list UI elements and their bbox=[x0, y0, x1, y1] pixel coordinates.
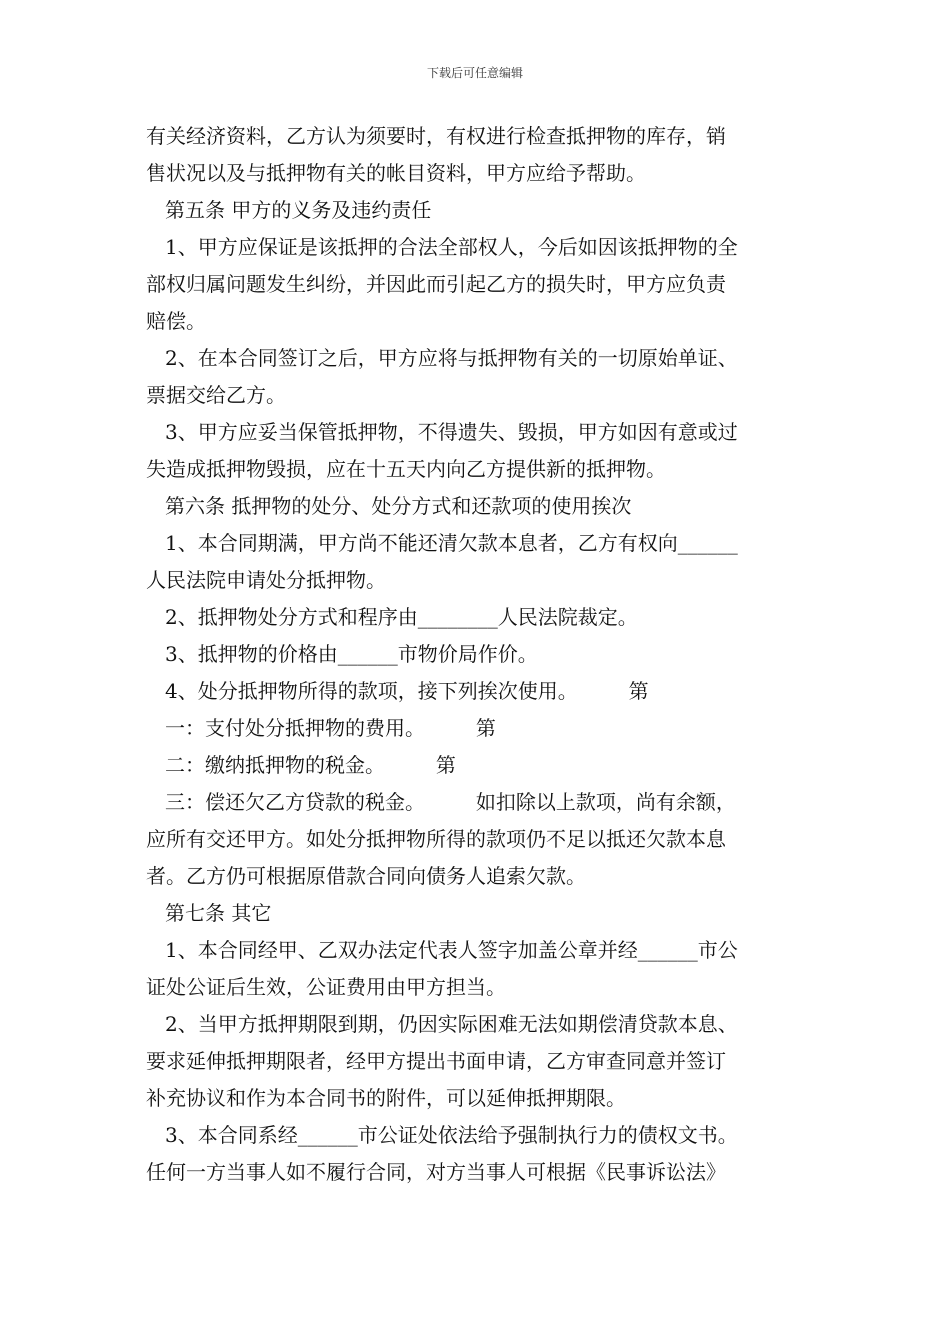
text-line: 有关经济资料，乙方认为须要时，有权进行检查抵押物的库存，销 bbox=[146, 124, 726, 148]
text-line: 任何一方当事人如不履行合同，对方当事人可根据《民事诉讼法》 bbox=[146, 1160, 726, 1184]
text-line: 二：缴纳抵押物的税金。 第 bbox=[165, 753, 456, 777]
text-line: 3、本合同系经______市公证处依法给予强制执行力的债权文书。 bbox=[165, 1123, 738, 1147]
text-line: 2、在本合同签订之后，甲方应将与抵押物有关的一切原始单证、 bbox=[165, 346, 738, 370]
text-line: 人民法院申请处分抵押物。 bbox=[146, 568, 386, 592]
text-line: 补充协议和作为本合同书的附件，可以延伸抵押期限。 bbox=[146, 1086, 626, 1110]
text-line: 赔偿。 bbox=[146, 309, 206, 333]
text-line: 1、甲方应保证是该抵押的合法全部权人，今后如因该抵押物的全 bbox=[165, 235, 738, 259]
text-line: 部权归属问题发生纠纷，并因此而引起乙方的损失时，甲方应负责 bbox=[146, 272, 726, 296]
text-line: 2、抵押物处分方式和程序由________人民法院裁定。 bbox=[165, 605, 638, 629]
text-line: 失造成抵押物毁损，应在十五天内向乙方提供新的抵押物。 bbox=[146, 457, 666, 481]
text-line: 者。乙方仍可根据原借款合同向债务人追索欠款。 bbox=[146, 864, 586, 888]
text-line: 4、处分抵押物所得的款项，接下列挨次使用。 第 bbox=[165, 679, 649, 703]
text-line: 票据交给乙方。 bbox=[146, 383, 286, 407]
text-line: 证处公证后生效，公证费用由甲方担当。 bbox=[146, 975, 506, 999]
text-line: 1、本合同期满，甲方尚不能还清欠款本息者，乙方有权向______ bbox=[165, 531, 738, 555]
text-line: 2、当甲方抵押期限到期，仍因实际困难无法如期偿清贷款本息、 bbox=[165, 1012, 738, 1036]
page-header-note: 下载后可任意编辑 bbox=[426, 66, 523, 80]
text-line: 三：偿还欠乙方贷款的税金。 如扣除以上款项，尚有余额， bbox=[165, 790, 736, 814]
text-line: 1、本合同经甲、乙双办法定代表人签字加盖公章并经______市公 bbox=[165, 938, 738, 962]
text-line: 第六条 抵押物的处分、处分方式和还款项的使用挨次 bbox=[165, 494, 632, 518]
document-body bbox=[146, 118, 816, 1191]
text-line: 要求延伸抵押期限者，经甲方提出书面申请，乙方审查同意并签订 bbox=[146, 1049, 726, 1073]
text-line: 3、抵押物的价格由______市物价局作价。 bbox=[165, 642, 538, 666]
text-line: 3、甲方应妥当保管抵押物，不得遗失、毁损，甲方如因有意或过 bbox=[165, 420, 738, 444]
text-line: 售状况以及与抵押物有关的帐目资料，甲方应给予帮助。 bbox=[146, 161, 646, 185]
text-line: 第五条 甲方的义务及违约责任 bbox=[165, 198, 432, 222]
text-line: 一：支付处分抵押物的费用。 第 bbox=[165, 716, 496, 740]
text-line: 应所有交还甲方。如处分抵押物所得的款项仍不足以抵还欠款本息 bbox=[146, 827, 726, 851]
text-line: 第七条 其它 bbox=[165, 901, 272, 925]
